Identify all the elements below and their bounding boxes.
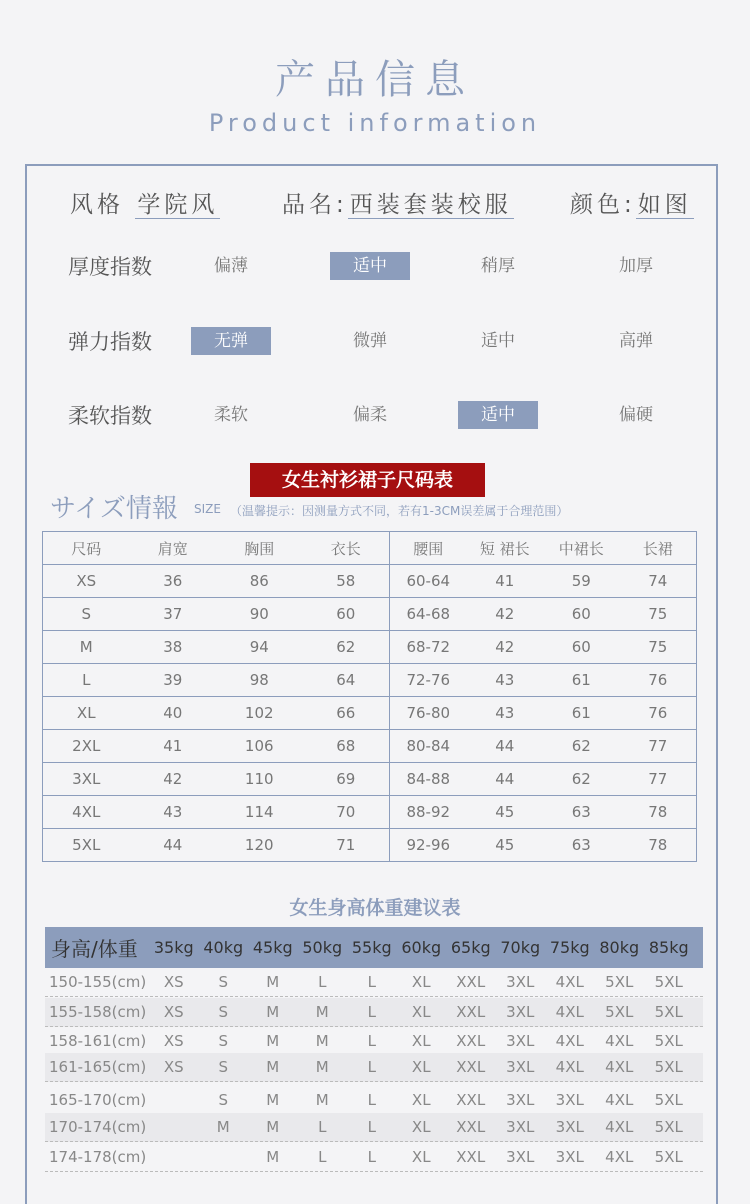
size-cell: 78 [648, 836, 668, 854]
size-table-row [43, 697, 697, 730]
hw-size-cell: M [315, 1091, 329, 1109]
hw-size-cell: 3XL [555, 1148, 584, 1166]
size-cell: 74 [648, 572, 668, 590]
hw-size-cell: L [367, 1148, 376, 1166]
size-cell: 60 [571, 638, 591, 656]
index-label: 厚度指数 [68, 255, 152, 279]
hw-size-cell: S [218, 1091, 229, 1109]
height-weight-title: 女生身高体重建议表 [289, 897, 461, 919]
hw-row [45, 1113, 703, 1142]
index-label: 柔软指数 [68, 404, 152, 428]
hw-row [45, 1143, 703, 1172]
hw-size-cell: XS [163, 1003, 184, 1021]
size-cell: 60 [571, 605, 591, 623]
hw-size-cell: L [367, 1091, 376, 1109]
hw-size-cell: XL [411, 1148, 431, 1166]
size-cell: 76-80 [406, 704, 451, 722]
hw-size-cell: 4XL [605, 1058, 634, 1076]
hw-size-cell: XL [411, 1118, 431, 1136]
hw-size-cell: 4XL [605, 1148, 634, 1166]
size-section-sub: SIZE [194, 502, 221, 516]
hw-height-cell: 150-155(cm) [49, 973, 147, 991]
size-cell: 59 [571, 572, 591, 590]
size-cell: 77 [648, 737, 668, 755]
hw-size-cell: 5XL [605, 1003, 634, 1021]
index-option: 加厚 [619, 256, 653, 276]
style-label: 风格 [70, 192, 124, 218]
index-option: 适中 [481, 331, 515, 351]
hw-size-cell: S [218, 1058, 229, 1076]
color-label: 颜色: [570, 192, 636, 218]
size-cell: 94 [249, 638, 269, 656]
size-cell: 43 [495, 704, 515, 722]
index-option: 偏薄 [214, 256, 248, 276]
hw-size-cell: L [367, 1058, 376, 1076]
hw-weight-header: 80kg [599, 938, 640, 957]
hw-size-cell: 3XL [506, 1091, 535, 1109]
size-cell: 72-76 [406, 671, 451, 689]
hw-size-cell: 3XL [506, 973, 535, 991]
hw-size-cell: 4XL [605, 1118, 634, 1136]
size-cell: 45 [495, 836, 515, 854]
size-cell: 42 [495, 605, 515, 623]
hw-size-cell: 4XL [605, 1032, 634, 1050]
size-cell: 36 [163, 572, 183, 590]
size-cell: 衣长 [330, 539, 361, 558]
hw-weight-header: 45kg [252, 938, 293, 957]
size-cell: 63 [571, 803, 591, 821]
hw-size-cell: 3XL [555, 1118, 584, 1136]
size-cell: 76 [648, 704, 668, 722]
hw-size-cell: 5XL [605, 973, 634, 991]
hw-size-cell: 5XL [654, 1003, 683, 1021]
hw-size-cell: XXL [456, 1091, 486, 1109]
size-cell: 120 [244, 836, 274, 854]
size-table-row [43, 664, 697, 697]
style-info [70, 186, 220, 219]
size-table-row [43, 829, 697, 862]
size-cell: 60 [336, 605, 356, 623]
hw-size-cell: L [367, 1003, 376, 1021]
hw-size-cell: 3XL [506, 1003, 535, 1021]
size-cell: 92-96 [406, 836, 451, 854]
hw-header-first: 身高/体重 [51, 937, 138, 961]
color-value: 如图 [637, 192, 692, 218]
hw-weight-header: 40kg [203, 938, 244, 957]
hw-height-cell: 165-170(cm) [49, 1091, 147, 1109]
color-info [570, 186, 694, 219]
hw-height-cell: 158-161(cm) [49, 1032, 147, 1050]
size-cell: 64 [336, 671, 356, 689]
size-cell: 62 [336, 638, 356, 656]
size-cell: 102 [244, 704, 274, 722]
hw-size-cell: XL [411, 1032, 431, 1050]
size-table-row [43, 763, 697, 796]
hw-row [45, 1086, 703, 1115]
hw-row [45, 968, 703, 997]
hw-size-cell: M [266, 1032, 280, 1050]
hw-size-cell: M [315, 1058, 329, 1076]
size-cell: 114 [244, 803, 274, 821]
hw-weight-header: 65kg [450, 938, 491, 957]
hw-size-cell: M [266, 1058, 280, 1076]
hw-size-cell: 3XL [506, 1148, 535, 1166]
hw-size-cell: XL [411, 1091, 431, 1109]
size-cell: 63 [571, 836, 591, 854]
hw-size-cell: 3XL [555, 1091, 584, 1109]
size-cell: 77 [648, 770, 668, 788]
style-value: 学院风 [137, 192, 219, 218]
hw-size-cell: M [266, 1148, 280, 1166]
size-cell: 80-84 [406, 737, 451, 755]
size-cell: 肩宽 [157, 539, 188, 558]
page-title: 产品信息 [275, 57, 475, 103]
size-cell: 44 [495, 737, 515, 755]
hw-size-cell: XS [163, 973, 184, 991]
size-cell: 66 [336, 704, 356, 722]
hw-row [45, 1053, 703, 1082]
size-cell: 腰围 [413, 539, 444, 558]
hw-row [45, 998, 703, 1027]
hw-size-cell: M [216, 1118, 230, 1136]
hw-size-cell: XXL [456, 1032, 486, 1050]
size-cell: 中裙长 [558, 539, 604, 558]
hw-size-cell: L [318, 1148, 327, 1166]
hw-size-cell: XXL [456, 1003, 486, 1021]
hw-size-cell: 5XL [654, 1091, 683, 1109]
size-cell: M [79, 638, 93, 656]
size-cell: 90 [249, 605, 269, 623]
index-option: 适中 [458, 401, 538, 429]
size-chart-banner: 女生衬衫裙子尺码表 [250, 463, 485, 497]
hw-size-cell: XXL [456, 1058, 486, 1076]
hw-size-cell: M [266, 1003, 280, 1021]
size-cell: 76 [648, 671, 668, 689]
size-cell: 61 [571, 671, 591, 689]
hw-size-cell: L [367, 973, 376, 991]
hw-size-cell: 4XL [555, 973, 584, 991]
size-table-row [43, 565, 697, 598]
hw-size-cell: 3XL [506, 1058, 535, 1076]
size-cell: 62 [571, 737, 591, 755]
size-cell: 98 [249, 671, 269, 689]
hw-height-cell: 174-178(cm) [49, 1148, 147, 1166]
hw-weight-header: 70kg [500, 938, 541, 957]
index-option: 柔软 [214, 405, 248, 425]
hw-size-cell: XXL [456, 973, 486, 991]
hw-size-cell: L [318, 973, 327, 991]
size-cell: 38 [163, 638, 183, 656]
size-cell: 86 [249, 572, 269, 590]
page-subtitle: Product information [208, 109, 542, 137]
hw-weight-header: 35kg [153, 938, 194, 957]
size-cell: 39 [163, 671, 183, 689]
hw-size-cell: 4XL [555, 1032, 584, 1050]
hw-height-cell: 170-174(cm) [49, 1118, 147, 1136]
hw-weight-header: 60kg [401, 938, 442, 957]
index-option: 微弹 [353, 331, 387, 351]
size-cell: 37 [163, 605, 183, 623]
hw-size-cell: 4XL [555, 1003, 584, 1021]
size-cell: 68-72 [406, 638, 451, 656]
hw-size-cell: XS [163, 1032, 184, 1050]
size-cell: 短 裙长 [479, 539, 530, 558]
hw-size-cell: 5XL [654, 973, 683, 991]
size-table [42, 531, 697, 862]
size-cell: 41 [163, 737, 183, 755]
size-cell: 42 [163, 770, 183, 788]
size-cell: 4XL [72, 803, 101, 821]
index-option: 高弹 [619, 331, 653, 351]
hw-size-cell: 5XL [654, 1032, 683, 1050]
size-cell: 75 [648, 605, 668, 623]
hw-size-cell: 5XL [654, 1148, 683, 1166]
hw-weight-header: 55kg [351, 938, 392, 957]
size-cell: 胸围 [244, 539, 275, 558]
hw-size-cell: 5XL [654, 1118, 683, 1136]
hw-size-cell: L [367, 1032, 376, 1050]
hw-size-cell: XL [411, 1003, 431, 1021]
index-label: 弹力指数 [68, 330, 152, 354]
size-cell: 58 [336, 572, 356, 590]
name-info [282, 186, 514, 219]
name-value: 西装套装校服 [349, 192, 512, 218]
index-option: 稍厚 [481, 256, 515, 276]
hw-size-cell: 3XL [506, 1032, 535, 1050]
hw-weight-header: 50kg [302, 938, 343, 957]
size-cell: 70 [336, 803, 356, 821]
size-cell: 78 [648, 803, 668, 821]
size-cell: 2XL [72, 737, 101, 755]
hw-size-cell: 5XL [654, 1058, 683, 1076]
size-cell: 110 [244, 770, 274, 788]
hw-size-cell: XXL [456, 1148, 486, 1166]
hw-size-cell: M [266, 973, 280, 991]
size-cell: XL [76, 704, 96, 722]
size-cell: 3XL [72, 770, 101, 788]
name-label: 品名: [282, 192, 348, 218]
size-cell: 40 [163, 704, 183, 722]
size-section-title: サイズ情報 [50, 494, 178, 524]
size-table-row [43, 730, 697, 763]
size-cell: 45 [495, 803, 515, 821]
size-cell: 84-88 [406, 770, 451, 788]
hw-height-cell: 155-158(cm) [49, 1003, 147, 1021]
size-cell: 61 [571, 704, 591, 722]
hw-size-cell: XL [411, 1058, 431, 1076]
size-table-row [43, 598, 697, 631]
size-cell: 42 [495, 638, 515, 656]
size-cell: 尺码 [71, 539, 102, 558]
hw-size-cell: M [266, 1118, 280, 1136]
hw-size-cell: XL [411, 973, 431, 991]
hw-size-cell: XXL [456, 1118, 486, 1136]
hw-size-cell: S [218, 1032, 229, 1050]
size-cell: S [81, 605, 92, 623]
size-cell: 106 [244, 737, 274, 755]
size-table-row [43, 796, 697, 829]
size-cell: 69 [336, 770, 356, 788]
size-cell: 62 [571, 770, 591, 788]
size-cell: 43 [495, 671, 515, 689]
hw-weight-header: 85kg [648, 938, 689, 957]
size-cell: 44 [163, 836, 183, 854]
hw-row [45, 1027, 703, 1056]
height-weight-header [45, 927, 703, 968]
size-cell: 43 [163, 803, 183, 821]
hw-size-cell: L [318, 1118, 327, 1136]
size-cell: 长裙 [642, 539, 673, 558]
hw-height-cell: 161-165(cm) [49, 1058, 147, 1076]
hw-size-cell: L [367, 1118, 376, 1136]
hw-size-cell: 3XL [506, 1118, 535, 1136]
hw-size-cell: M [315, 1003, 329, 1021]
size-note: （温馨提示：因测量方式不同，若有1-3CM误差属于合理范围） [230, 504, 569, 518]
size-cell: 68 [336, 737, 356, 755]
size-cell: 75 [648, 638, 668, 656]
size-table-header [43, 532, 697, 565]
hw-size-cell: M [266, 1091, 280, 1109]
size-cell: 44 [495, 770, 515, 788]
size-cell: 64-68 [406, 605, 451, 623]
size-cell: 71 [336, 836, 356, 854]
size-table-row [43, 631, 697, 664]
size-cell: L [82, 671, 91, 689]
hw-size-cell: M [315, 1032, 329, 1050]
hw-size-cell: S [218, 1003, 229, 1021]
index-option: 无弹 [191, 327, 271, 355]
size-cell: 5XL [72, 836, 101, 854]
size-cell: 88-92 [406, 803, 451, 821]
hw-size-cell: S [218, 973, 229, 991]
hw-size-cell: 4XL [605, 1091, 634, 1109]
hw-weight-header: 75kg [549, 938, 590, 957]
index-option: 偏柔 [353, 405, 387, 425]
hw-size-cell: XS [163, 1058, 184, 1076]
index-option: 偏硬 [619, 405, 653, 425]
size-cell: 60-64 [406, 572, 451, 590]
size-cell: XS [76, 572, 97, 590]
hw-size-cell: 4XL [555, 1058, 584, 1076]
size-cell: 41 [495, 572, 515, 590]
index-option: 适中 [330, 252, 410, 280]
